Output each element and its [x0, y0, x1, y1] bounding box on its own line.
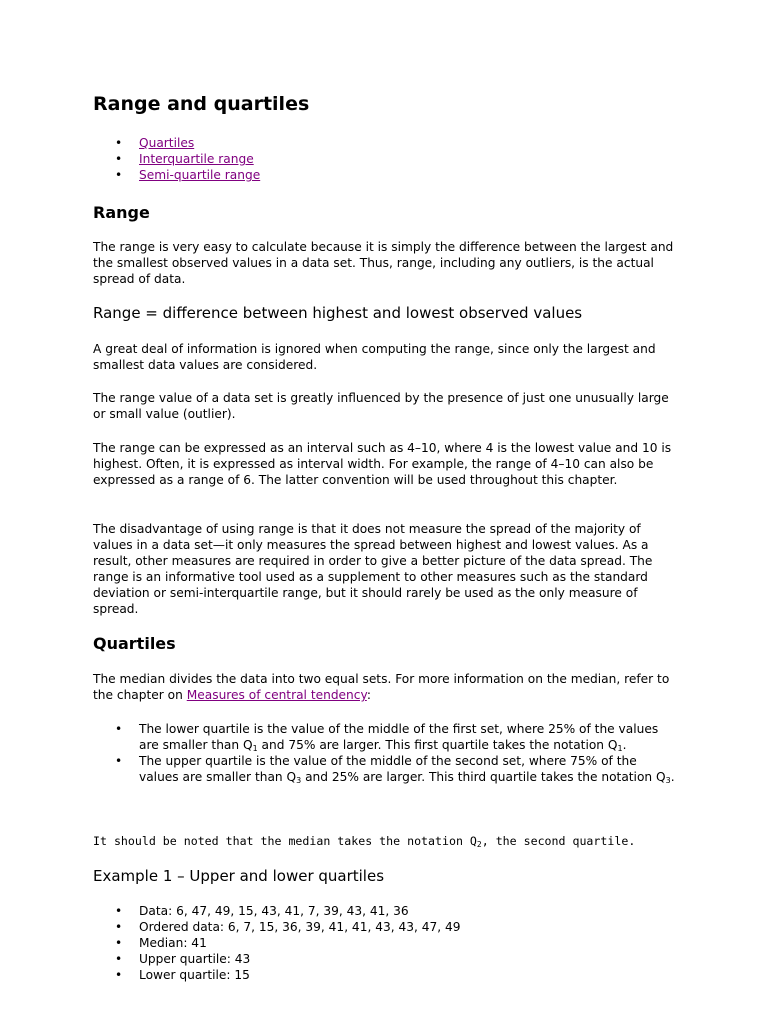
- example-list-item: • Ordered data: 6, 7, 15, 36, 39, 41, 41, 43, 43, 47, 49: [115, 919, 675, 935]
- quartile-definitions-list: [115, 721, 675, 785]
- range-definition: Range = difference between highest and lowest observed values: [93, 304, 583, 322]
- example-list-item: • Median: 41: [115, 935, 675, 951]
- lower-quartile-item: • The lower quartile is the value of the middle of the first set, where 25% of the values are smaller than $Q_1$ and 75% are larger. This first quartile takes the notation $Q_1$.: [115, 721, 675, 753]
- example-list-item: • Upper quartile: 43: [115, 951, 675, 967]
- example-list-item: • Lower quartile: 15: [115, 967, 675, 983]
- example-list-item: • Data: 6, 47, 49, 15, 43, 41, 7, 39, 43, 41, 36: [115, 903, 675, 919]
- range-paragraph-3: The range can be expressed as an interval such as 4–10, where 4 is the lowest value and 10 is highest. Often, it is expressed as interval width. For example, the range of 4–10 can also be expressed as a range of 6. The latter convention will be used throughout this chapter.: [93, 441, 672, 487]
- example-1-heading: Example 1 – Upper and lower quartiles: [93, 867, 385, 885]
- toc-link-semi-quartile-range[interactable]: Semi-quartile range: [139, 168, 261, 182]
- quartiles-heading: Quartiles: [93, 634, 176, 653]
- toc-item: [115, 151, 675, 167]
- toc-item: [115, 167, 675, 183]
- toc-link-quartiles[interactable]: Quartiles: [139, 136, 195, 150]
- range-intro: The range is very easy to calculate because it is simply the difference between the largest and the smallest observed values in a data set. Thus, range, including any outliers, is the actual spread of data.: [93, 240, 674, 286]
- range-paragraph-1: A great deal of information is ignored when computing the range, since only the largest and smallest data values are considered.: [93, 342, 656, 372]
- upper-quartile-item: • The upper quartile is the value of the middle of the second set, where 75% of the values are smaller than $Q_3$ and 25% are larger. This third quartile takes the notation $Q_3$.: [115, 753, 675, 785]
- toc-list: [115, 135, 675, 183]
- median-notation-note: It should be noted that the median takes the notation $Q_2$, the second quartile.: [93, 834, 636, 849]
- quartiles-intro: The median divides the data into two equal sets. For more information on the median, refer to the chapter on Measures of central tendency:: [93, 672, 670, 702]
- range-paragraph-2: The range value of a data set is greatly influenced by the presence of just one unusually large or small value (outlier).: [93, 391, 669, 421]
- toc-item: [115, 135, 675, 151]
- example-1-list: [115, 903, 675, 983]
- range-heading: Range: [93, 203, 150, 222]
- range-paragraph-4: The disadvantage of using range is that it does not measure the spread of the majority of values in a data set—it only measures the spread between highest and lowest values. As a result, other measures are required in order to give a better picture of the data spread. The range is an informative tool used as a supplement to other measures such as the standard deviation or semi-interquartile range, but it should rarely be used as the only measure of spread.: [93, 522, 653, 616]
- link-measures-of-central-tendency[interactable]: Measures of central tendency: [186, 688, 367, 702]
- toc-link-interquartile-range[interactable]: Interquartile range: [139, 152, 254, 166]
- page-title: Range and quartiles: [93, 93, 310, 115]
